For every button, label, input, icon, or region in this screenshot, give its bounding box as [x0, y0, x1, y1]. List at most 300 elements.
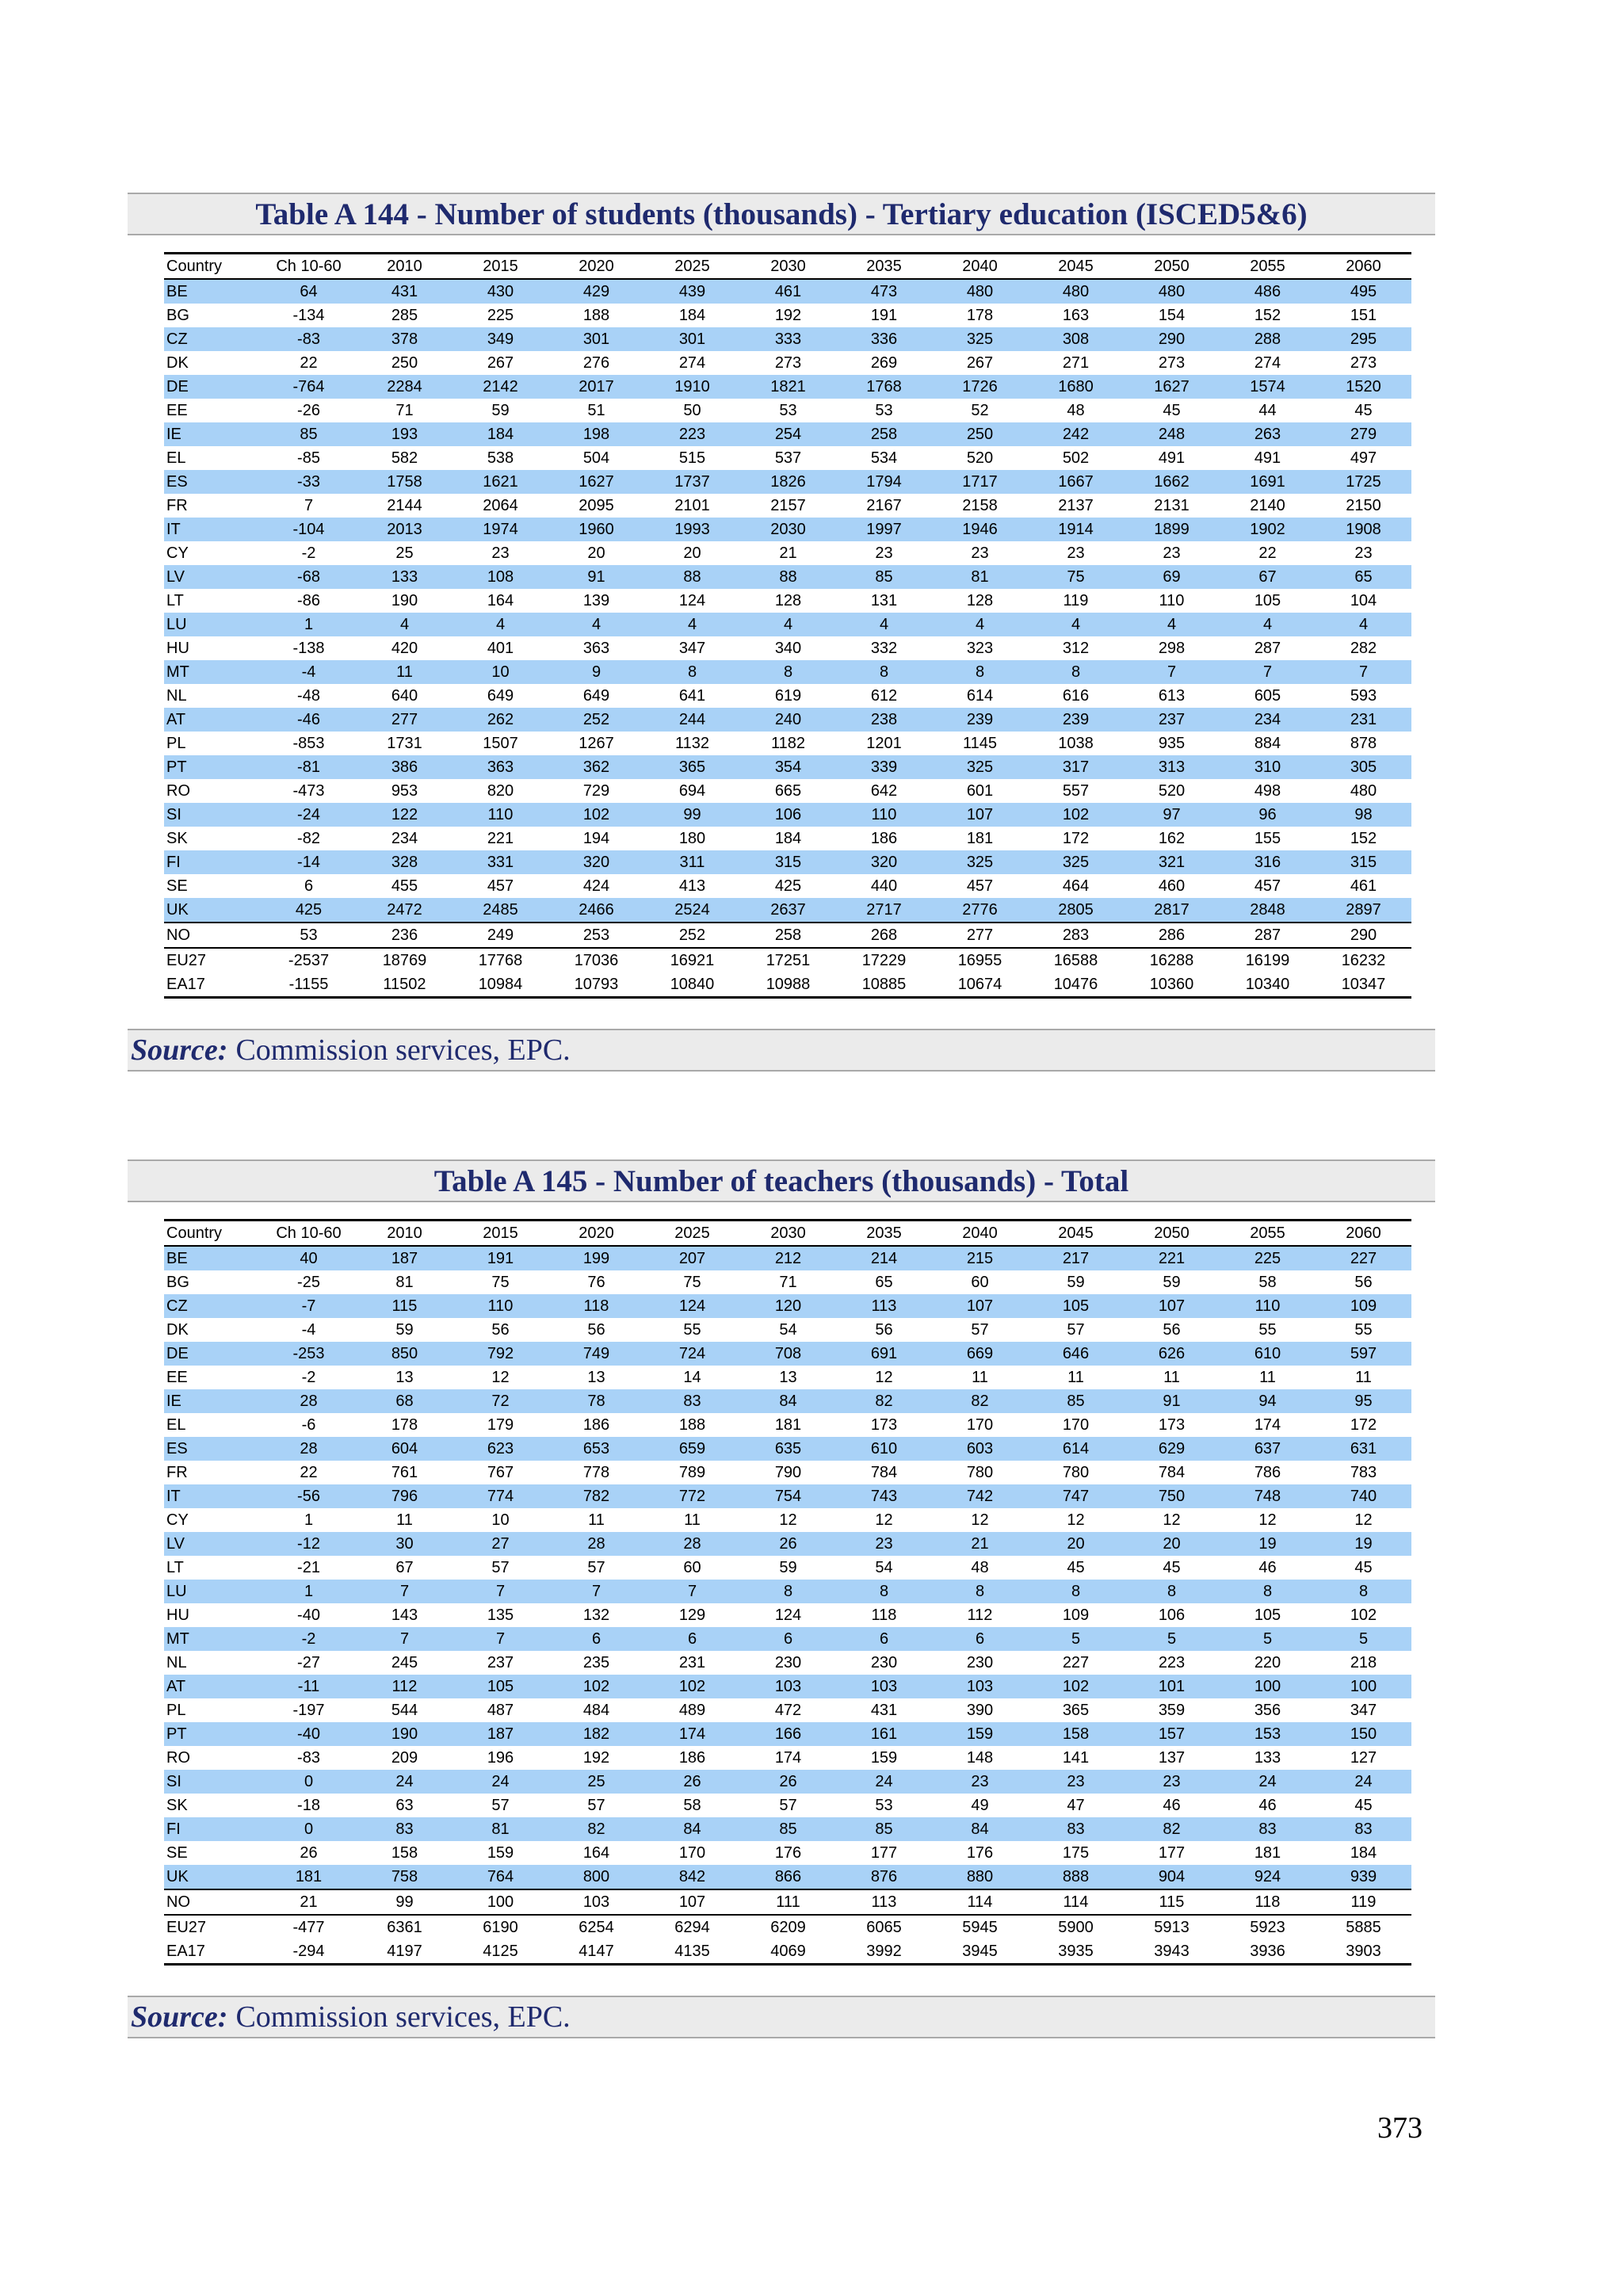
value-cell: 640 — [391, 687, 418, 705]
value-cell: 245 — [391, 1654, 418, 1671]
value-cell: 12 — [1354, 1511, 1373, 1529]
value-cell: 460 — [1158, 877, 1186, 895]
value-cell: 610 — [1220, 1342, 1316, 1366]
value-cell: 7 — [453, 1627, 548, 1651]
value-cell: 225 — [487, 307, 514, 324]
value-cell: 102 — [548, 1675, 644, 1698]
table-row — [164, 279, 1411, 304]
value-cell: 2637 — [740, 898, 836, 923]
value-cell: 362 — [548, 755, 644, 779]
value-cell: 112 — [967, 1606, 993, 1624]
value-cell: 26 — [740, 1532, 836, 1556]
value-cell: 325 — [932, 327, 1028, 351]
header-row — [164, 1221, 1411, 1247]
country-cell: IT — [164, 1484, 261, 1508]
value-cell: 5923 — [1220, 1915, 1316, 1939]
country-cell: MT — [164, 1627, 261, 1651]
value-cell: 23 — [1028, 1770, 1124, 1794]
value-cell: 23 — [1124, 1770, 1220, 1794]
country-cell: LT — [166, 1559, 184, 1576]
value-cell: 11 — [1067, 1369, 1084, 1386]
value-cell: 231 — [678, 1654, 706, 1671]
table-row — [164, 923, 1411, 948]
value-cell: 9 — [548, 660, 644, 684]
value-cell: 10340 — [1220, 972, 1316, 998]
value-cell: 11 — [396, 1511, 413, 1529]
value-cell: 2150 — [1346, 497, 1381, 514]
value-cell: 12 — [875, 1511, 893, 1529]
value-cell: -6 — [301, 1416, 316, 1434]
value-cell: 170 — [966, 1416, 994, 1434]
value-cell: 866 — [740, 1865, 836, 1889]
value-cell: 431 — [357, 279, 453, 304]
value-cell: 59 — [395, 1321, 414, 1339]
value-cell: 1974 — [453, 518, 548, 541]
country-cell: HU — [166, 640, 189, 657]
value-cell: 2817 — [1124, 898, 1220, 923]
value-cell: 103 — [836, 1675, 932, 1698]
value-cell: 876 — [836, 1865, 932, 1889]
value-cell: 8 — [932, 1580, 1028, 1603]
value-cell: -18 — [297, 1797, 320, 1814]
table-row — [164, 874, 1411, 898]
value-cell: -21 — [297, 1559, 320, 1576]
value-cell: 237 — [487, 1654, 514, 1671]
value-cell: 59 — [491, 402, 510, 419]
value-cell: 1662 — [1124, 470, 1220, 494]
value-cell: -294 — [261, 1939, 357, 1965]
value-cell: 2284 — [357, 375, 453, 399]
value-cell: 159 — [870, 1749, 898, 1767]
value-cell: 45 — [1067, 1559, 1085, 1576]
value-cell: 778 — [582, 1464, 610, 1481]
value-cell: 104 — [1350, 592, 1377, 609]
value-cell: 429 — [548, 279, 644, 304]
value-cell: 57 — [587, 1559, 605, 1576]
table-row — [164, 1841, 1411, 1865]
value-cell: -853 — [292, 735, 325, 752]
value-cell: 1821 — [740, 375, 836, 399]
value-cell: 2140 — [1250, 497, 1285, 514]
value-cell: 170 — [1062, 1416, 1090, 1434]
value-cell: 669 — [932, 1342, 1028, 1366]
value-cell: 1737 — [644, 470, 740, 494]
value-cell: 110 — [1159, 592, 1185, 609]
value-cell: 24 — [1220, 1770, 1316, 1794]
value-cell: 288 — [1220, 327, 1316, 351]
table-row — [164, 1294, 1411, 1318]
table-header — [164, 1221, 1411, 1247]
value-cell: 489 — [678, 1702, 706, 1719]
value-cell: 19 — [1316, 1532, 1411, 1556]
value-cell: 158 — [391, 1844, 418, 1862]
value-cell: 601 — [966, 782, 994, 800]
value-cell: 5 — [1028, 1627, 1124, 1651]
value-cell: 199 — [548, 1246, 644, 1270]
value-cell: 413 — [678, 877, 706, 895]
column-header: 2010 — [357, 1221, 453, 1247]
value-cell: 159 — [487, 1844, 514, 1862]
value-cell: 301 — [644, 327, 740, 351]
value-cell: 287 — [1254, 640, 1281, 657]
value-cell: 25 — [395, 544, 414, 562]
value-cell: 5 — [1124, 1627, 1220, 1651]
value-cell: 11 — [1355, 1369, 1372, 1386]
column-header: 2020 — [548, 1221, 644, 1247]
value-cell: 230 — [966, 1654, 994, 1671]
value-cell: 378 — [357, 327, 453, 351]
value-cell: 774 — [453, 1484, 548, 1508]
country-cell: BE — [164, 279, 261, 304]
value-cell: 82 — [932, 1389, 1028, 1413]
value-cell: 268 — [836, 923, 932, 948]
value-cell: 0 — [261, 1770, 357, 1794]
value-cell: 786 — [1254, 1464, 1281, 1481]
value-cell: 1914 — [1028, 518, 1124, 541]
country-cell: SI — [164, 803, 261, 827]
country-cell: EU27 — [164, 948, 261, 972]
table-row — [164, 1342, 1411, 1366]
value-cell: 133 — [357, 565, 453, 589]
value-cell: 2158 — [962, 497, 998, 514]
value-cell: -24 — [261, 803, 357, 827]
value-cell: 2095 — [579, 497, 614, 514]
value-cell: 230 — [774, 1654, 802, 1671]
country-cell: CZ — [164, 327, 261, 351]
value-cell: 401 — [487, 640, 514, 657]
value-cell: 234 — [1220, 708, 1316, 732]
value-cell: 59 — [1067, 1274, 1085, 1291]
table-row — [164, 1698, 1411, 1722]
value-cell: 128 — [774, 592, 802, 609]
page-number: 373 — [1377, 2111, 1423, 2145]
country-cell: BE — [164, 1246, 261, 1270]
value-cell: 184 — [1350, 1844, 1377, 1862]
value-cell: 65 — [875, 1274, 893, 1291]
column-header-country: Country — [164, 254, 261, 280]
value-cell: 1993 — [644, 518, 740, 541]
value-cell: 386 — [357, 755, 453, 779]
value-cell: 122 — [357, 803, 453, 827]
value-cell: 2897 — [1316, 898, 1411, 923]
value-cell: 267 — [966, 354, 994, 372]
value-cell: 6209 — [740, 1915, 836, 1939]
value-cell: 227 — [1316, 1246, 1411, 1270]
value-cell: 59 — [779, 1559, 797, 1576]
value-cell: 100 — [453, 1889, 548, 1915]
value-cell: 7 — [453, 1580, 548, 1603]
value-cell: 95 — [1316, 1389, 1411, 1413]
value-cell: 127 — [1350, 1749, 1377, 1767]
value-cell: 537 — [774, 449, 802, 467]
country-cell: FI — [164, 1817, 261, 1841]
value-cell: 5885 — [1316, 1915, 1411, 1939]
value-cell: 18769 — [357, 948, 453, 972]
value-cell: 56 — [1354, 1274, 1373, 1291]
table-row — [164, 1651, 1411, 1675]
value-cell: 23 — [491, 544, 510, 562]
value-cell: 83 — [644, 1389, 740, 1413]
value-cell: -1155 — [261, 972, 357, 998]
value-cell: 107 — [932, 803, 1028, 827]
value-cell: 1725 — [1316, 470, 1411, 494]
value-cell: 234 — [391, 830, 418, 847]
value-cell: 880 — [932, 1865, 1028, 1889]
value-cell: 194 — [582, 830, 610, 847]
table-a145-title: Table A 145 - Number of teachers (thousands) - Total — [128, 1159, 1435, 1202]
table-row — [164, 1461, 1411, 1484]
value-cell: -82 — [297, 830, 320, 847]
value-cell: -12 — [261, 1532, 357, 1556]
value-cell: 28 — [548, 1532, 644, 1556]
table-a144-title: Table A 144 - Number of students (thousands) - Tertiary education (ISCED5&6) — [128, 193, 1435, 235]
value-cell: 114 — [1028, 1889, 1124, 1915]
value-cell: 188 — [582, 307, 610, 324]
value-cell: 102 — [548, 803, 644, 827]
value-cell: 7 — [304, 497, 314, 514]
country-cell: IE — [164, 422, 261, 446]
table-row — [164, 1437, 1411, 1461]
table-row — [164, 446, 1411, 470]
value-cell: 45 — [1354, 402, 1373, 419]
value-cell: -83 — [261, 327, 357, 351]
column-header: 2035 — [836, 254, 932, 280]
country-cell: SI — [164, 1770, 261, 1794]
value-cell: 7 — [357, 1580, 453, 1603]
value-cell: 172 — [1062, 830, 1090, 847]
column-header-country: Country — [164, 1221, 261, 1247]
value-cell: 904 — [1124, 1865, 1220, 1889]
value-cell: 10 — [491, 1511, 510, 1529]
value-cell: 4 — [548, 613, 644, 636]
value-cell: 4069 — [740, 1939, 836, 1965]
value-cell: 7 — [1316, 660, 1411, 684]
value-cell: 491 — [1158, 449, 1186, 467]
value-cell: 102 — [644, 1675, 740, 1698]
value-cell: 84 — [932, 1817, 1028, 1841]
value-cell: 604 — [357, 1437, 453, 1461]
value-cell: 273 — [774, 354, 802, 372]
value-cell: 45 — [1354, 1559, 1373, 1576]
value-cell: 4197 — [357, 1939, 453, 1965]
value-cell: 192 — [582, 1749, 610, 1767]
value-cell: 614 — [1028, 1437, 1124, 1461]
value-cell: 242 — [1028, 422, 1124, 446]
value-cell: 186 — [678, 1749, 706, 1767]
value-cell: 842 — [644, 1865, 740, 1889]
value-cell: 102 — [1028, 1675, 1124, 1698]
country-cell: SE — [166, 877, 188, 895]
value-cell: 16199 — [1220, 948, 1316, 972]
value-cell: 390 — [966, 1702, 994, 1719]
column-header: 2025 — [644, 1221, 740, 1247]
value-cell: 148 — [966, 1749, 994, 1767]
country-cell: NO — [164, 923, 261, 948]
value-cell: 20 — [1124, 1532, 1220, 1556]
value-cell: 254 — [740, 422, 836, 446]
table-row — [164, 1508, 1411, 1532]
value-cell: 57 — [491, 1797, 510, 1814]
value-cell: 614 — [966, 687, 994, 705]
value-cell: 487 — [487, 1702, 514, 1719]
value-cell: 83 — [1316, 1817, 1411, 1841]
value-cell: 58 — [1258, 1274, 1277, 1291]
value-cell: 40 — [261, 1246, 357, 1270]
value-cell: 2805 — [1028, 898, 1124, 923]
value-cell: 181 — [1254, 1844, 1281, 1862]
country-cell: PT — [164, 1722, 261, 1746]
value-cell: 159 — [932, 1722, 1028, 1746]
value-cell: 4 — [1028, 613, 1124, 636]
value-cell: 11 — [588, 1511, 605, 1529]
value-cell: 100 — [1220, 1675, 1316, 1698]
value-cell: 81 — [453, 1817, 548, 1841]
value-cell: 48 — [971, 1559, 989, 1576]
value-cell: 267 — [487, 354, 514, 372]
value-cell: 1520 — [1316, 375, 1411, 399]
value-cell: 164 — [582, 1844, 610, 1862]
value-cell: -40 — [261, 1722, 357, 1746]
value-cell: 8 — [1028, 1580, 1124, 1603]
column-header: 2060 — [1316, 1221, 1411, 1247]
value-cell: 102 — [1350, 1606, 1377, 1624]
value-cell: 4 — [836, 613, 932, 636]
value-cell: 248 — [1124, 422, 1220, 446]
value-cell: 276 — [582, 354, 610, 372]
value-cell: 694 — [678, 782, 706, 800]
table-row — [164, 1532, 1411, 1556]
value-cell: 7 — [644, 1580, 740, 1603]
column-header: 2030 — [740, 254, 836, 280]
value-cell: 24 — [453, 1770, 548, 1794]
value-cell: 26 — [300, 1844, 318, 1862]
table-a145-teachers — [164, 1219, 1411, 1966]
value-cell: 53 — [875, 402, 893, 419]
value-cell: 754 — [740, 1484, 836, 1508]
table-row — [164, 399, 1411, 422]
value-cell: 320 — [836, 850, 932, 874]
value-cell: 12 — [491, 1369, 510, 1386]
table-row — [164, 948, 1411, 972]
value-cell: 659 — [644, 1437, 740, 1461]
value-cell: 187 — [453, 1722, 548, 1746]
column-header: Ch 10-60 — [261, 254, 357, 280]
value-cell: 10476 — [1028, 972, 1124, 998]
value-cell: 150 — [1316, 1722, 1411, 1746]
value-cell: 60 — [971, 1274, 989, 1291]
value-cell: 218 — [1350, 1654, 1377, 1671]
value-cell: 83 — [1220, 1817, 1316, 1841]
value-cell: -26 — [297, 402, 320, 419]
value-cell: 282 — [1350, 640, 1377, 657]
value-cell: 729 — [582, 782, 610, 800]
table-row — [164, 755, 1411, 779]
value-cell: 850 — [357, 1342, 453, 1366]
column-header: 2050 — [1124, 254, 1220, 280]
country-cell: CY — [166, 1511, 189, 1529]
value-cell: 6361 — [357, 1915, 453, 1939]
column-header: 2060 — [1316, 254, 1411, 280]
value-cell: 1691 — [1220, 470, 1316, 494]
value-cell: -4 — [261, 660, 357, 684]
value-cell: 1621 — [453, 470, 548, 494]
value-cell: 610 — [836, 1437, 932, 1461]
value-cell: 217 — [1028, 1246, 1124, 1270]
value-cell: 339 — [836, 755, 932, 779]
column-header: 2015 — [453, 1221, 548, 1247]
value-cell: 207 — [644, 1246, 740, 1270]
value-cell: 520 — [1158, 782, 1186, 800]
value-cell: 286 — [1124, 923, 1220, 948]
value-cell: 747 — [1028, 1484, 1124, 1508]
value-cell: 425 — [774, 877, 802, 895]
value-cell: 119 — [1063, 592, 1089, 609]
value-cell: 8 — [644, 660, 740, 684]
country-cell: EU27 — [164, 1915, 261, 1939]
value-cell: 91 — [1124, 1389, 1220, 1413]
value-cell: -2 — [301, 544, 316, 562]
value-cell: 55 — [683, 1321, 701, 1339]
value-cell: 750 — [1124, 1484, 1220, 1508]
country-cell: EE — [166, 1369, 188, 1386]
value-cell: 164 — [487, 592, 514, 609]
value-cell: 27 — [453, 1532, 548, 1556]
value-cell: 12 — [875, 1369, 893, 1386]
value-cell: 82 — [1124, 1817, 1220, 1841]
value-cell: -7 — [261, 1294, 357, 1318]
table-a144-source — [128, 1029, 1435, 1072]
value-cell: 279 — [1316, 422, 1411, 446]
value-cell: 12 — [779, 1511, 797, 1529]
value-cell: -40 — [297, 1606, 320, 1624]
value-cell: 748 — [1220, 1484, 1316, 1508]
value-cell: 78 — [548, 1389, 644, 1413]
value-cell: 198 — [548, 422, 644, 446]
country-cell: LU — [164, 613, 261, 636]
value-cell: 135 — [487, 1606, 514, 1624]
value-cell: 1902 — [1220, 518, 1316, 541]
value-cell: 238 — [836, 708, 932, 732]
value-cell: 3903 — [1316, 1939, 1411, 1965]
value-cell: 107 — [644, 1889, 740, 1915]
value-cell: 2017 — [548, 375, 644, 399]
value-cell: 237 — [1124, 708, 1220, 732]
value-cell: 1038 — [1058, 735, 1094, 752]
value-cell: 472 — [774, 1702, 802, 1719]
country-cell: RO — [166, 782, 190, 800]
value-cell: 498 — [1254, 782, 1281, 800]
value-cell: 57 — [1067, 1321, 1085, 1339]
value-cell: 924 — [1220, 1865, 1316, 1889]
column-header: Ch 10-60 — [261, 1221, 357, 1247]
value-cell: 491 — [1254, 449, 1281, 467]
value-cell: 4 — [932, 613, 1028, 636]
value-cell: 16955 — [932, 948, 1028, 972]
column-header: 2015 — [453, 254, 548, 280]
value-cell: 105 — [453, 1675, 548, 1698]
table-row — [164, 541, 1411, 565]
value-cell: 495 — [1316, 279, 1411, 304]
value-cell: 56 — [587, 1321, 605, 1339]
table-row — [164, 732, 1411, 755]
value-cell: 184 — [774, 830, 802, 847]
value-cell: 143 — [391, 1606, 418, 1624]
value-cell: 16588 — [1028, 948, 1124, 972]
country-cell: LU — [164, 1580, 261, 1603]
value-cell: 85 — [1028, 1389, 1124, 1413]
country-cell: ES — [164, 470, 261, 494]
country-cell: NL — [166, 687, 187, 705]
